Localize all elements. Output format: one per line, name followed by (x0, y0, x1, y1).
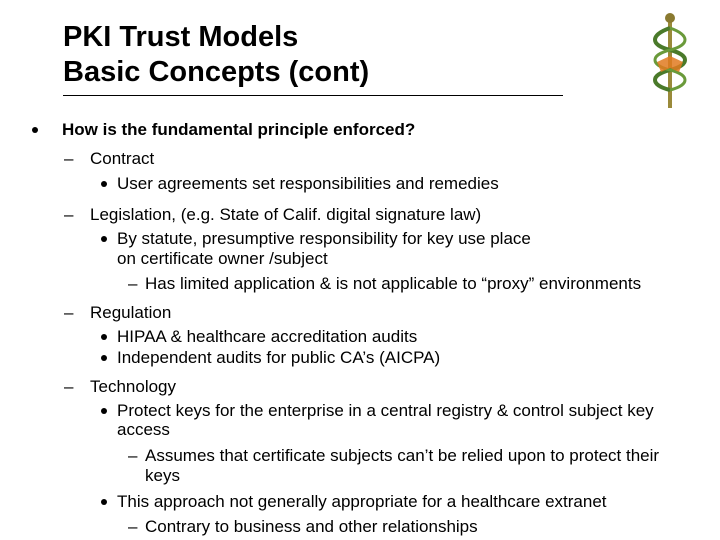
contract-bullet-1: User agreements set responsibilities and remedies (117, 174, 499, 193)
technology-sub-1-line-2: keys (145, 466, 180, 485)
contract-heading: Contract (90, 149, 155, 168)
bullet (101, 355, 107, 361)
technology-sub-2: Contrary to business and other relationships (145, 517, 478, 536)
dash-marker: – (128, 517, 138, 536)
technology-sub-1-line-1: Assumes that certificate subjects can’t be relied upon to protect their (145, 446, 660, 465)
dash-marker: – (64, 377, 74, 396)
technology-bullet-1-line-1: Protect keys for the enterprise in a central registry & control subject key (117, 401, 654, 420)
dash-marker: – (128, 446, 138, 465)
dash-marker: – (128, 274, 138, 293)
regulation-bullet-1: HIPAA & healthcare accreditation audits (117, 327, 418, 346)
bullet (101, 334, 107, 340)
bullet (32, 127, 38, 133)
technology-bullet-1-line-2: access (117, 420, 170, 439)
bullet (101, 236, 107, 242)
title-line-2: Basic Concepts (cont) (63, 56, 370, 88)
legislation-bullet-1-line-1: By statute, presumptive responsibility for key use place (117, 229, 531, 248)
bullet (101, 181, 107, 187)
dash-marker: – (64, 303, 74, 322)
question-text: How is the fundamental principle enforced? (62, 120, 416, 139)
technology-bullet-2: This approach not generally appropriate for a healthcare extranet (117, 492, 607, 511)
title-line-1: PKI Trust Models (63, 21, 299, 53)
title-underline (63, 95, 563, 96)
legislation-sub-1: Has limited application & is not applicable to “proxy” environments (145, 274, 642, 293)
caduceus-icon (645, 10, 695, 110)
bullet (101, 408, 107, 414)
regulation-heading: Regulation (90, 303, 172, 322)
legislation-bullet-1-line-2: on certificate owner /subject (117, 249, 328, 268)
dash-marker: – (64, 149, 74, 168)
slide-title (63, 20, 369, 90)
technology-heading: Technology (90, 377, 177, 396)
dash-marker: – (64, 205, 74, 224)
legislation-heading: Legislation, (e.g. State of Calif. digital signature law) (90, 205, 482, 224)
bullet (101, 499, 107, 505)
regulation-bullet-2: Independent audits for public CA’s (AICPA) (117, 348, 441, 367)
